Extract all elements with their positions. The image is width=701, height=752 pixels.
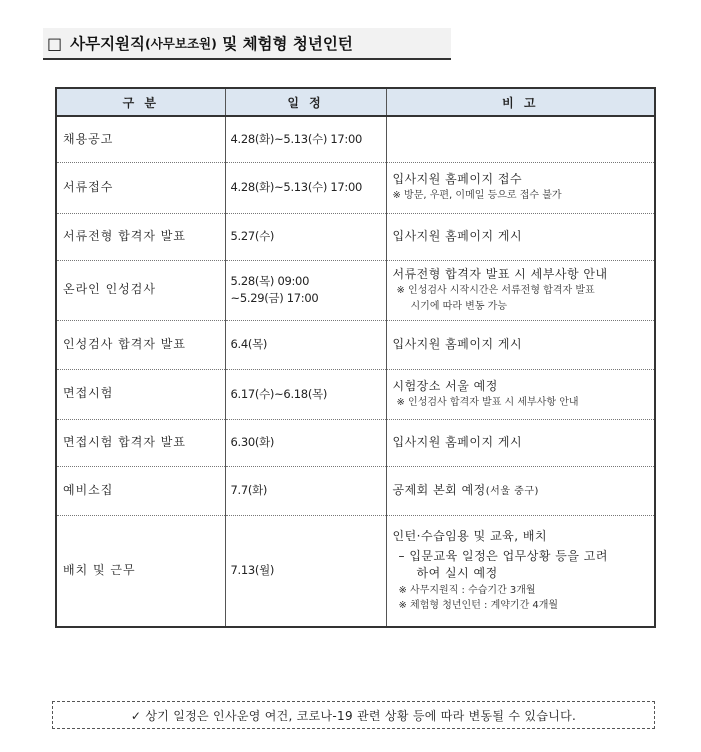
date-line: 6.17(수)~6.18(목) [230,386,328,401]
row-date [225,369,386,419]
row-date [225,213,386,260]
row-label: 배치 및 근무 [56,515,225,627]
date-line: 7.13(월) [230,563,275,578]
section-heading [43,28,451,60]
note-sub: ※ 인성검사 시작시간은 서류전형 합격자 발표 [396,285,595,297]
date-line: 4.28(화)~5.13(수) 17:00 [230,131,363,146]
table-row [56,320,655,369]
header-schedule: 일 정 [225,88,386,116]
checkbox-square-icon: □ [47,33,63,53]
heading-title-rest: 및 체험형 청년인턴 [216,35,353,53]
row-note [386,466,655,515]
row-note [386,320,655,369]
row-date [225,515,386,627]
table-row [56,162,655,213]
footer-notice [52,701,655,729]
date-line: 6.4(목) [230,337,268,352]
heading-paren: (사무보조원) [145,36,217,51]
row-note [386,369,655,419]
note-main [393,482,649,500]
table-row [56,260,655,320]
table-row [56,116,655,162]
row-date [225,320,386,369]
table-row [56,369,655,419]
row-note [386,260,655,320]
row-label: 서류접수 [56,162,225,213]
note-sub: ※ 사무지원직 : 수습기간 3개월 [398,584,536,596]
row-label: 온라인 인성검사 [56,260,225,320]
row-label: 서류전형 합격자 발표 [56,213,225,260]
table-row [56,213,655,260]
schedule-table [55,87,656,628]
table-header-row [56,88,655,116]
note-main: 입사지원 홈페이지 접수 [392,172,523,187]
footer-text: ✓ 상기 일정은 인사운영 여건, 코로나-19 관련 상황 등에 따라 변동될 수 있습니다. [130,708,577,723]
note-main: 시험장소 서울 예정 [392,378,498,393]
heading-title: 사무지원직 [70,35,145,53]
date-line: 4.28(화)~5.13(수) 17:00 [230,180,363,195]
note-dash: – 입문교육 일정은 업무상황 등을 고려 [398,549,608,564]
row-label: 인성검사 합격자 발표 [56,320,225,369]
row-label: 면접시험 [56,369,225,419]
row-label: 채용공고 [56,116,225,162]
note-main: 입사지원 홈페이지 게시 [392,434,523,449]
note-sub: ※ 인성검사 합격자 발표 시 세부사항 안내 [396,396,579,408]
table-row [56,515,655,627]
row-label: 예비소집 [56,466,225,515]
table-row [56,419,655,466]
row-note [386,419,655,466]
row-date [225,419,386,466]
row-note [386,162,655,213]
table-row [56,466,655,515]
note-sub: 시기에 따라 변동 가능 [410,300,507,312]
date-line: ~5.29(금) 17:00 [230,291,319,305]
note-main: 입사지원 홈페이지 게시 [392,228,523,243]
date-line: 5.27(수) [230,229,275,244]
date-line: 5.28(목) 09:00 [230,274,310,289]
date-line: 6.30(화) [230,435,275,450]
note-sub: ※ 방문, 우편, 이메일 등으로 접수 불가 [392,190,562,202]
header-remarks: 비 고 [386,88,655,116]
row-date [225,116,386,162]
note-main: 인턴·수습임용 및 교육, 배치 [392,528,548,543]
note-paren: (서울 중구) [485,485,539,497]
note-main: 입사지원 홈페이지 게시 [392,336,523,351]
date-line: 7.7(화) [230,483,268,498]
row-date [225,162,386,213]
note-main: 서류전형 합격자 발표 시 세부사항 안내 [392,266,608,281]
row-label: 면접시험 합격자 발표 [56,419,225,466]
row-date [225,260,386,320]
note-dash: 하여 실시 예정 [416,566,498,581]
header-category: 구 분 [56,88,225,116]
row-date [225,466,386,515]
note-main-text: 공제회 본회 예정 [392,482,486,497]
note-sub: ※ 체험형 청년인턴 : 계약기간 4개월 [398,600,559,612]
row-note [386,515,655,627]
row-note [386,116,655,162]
row-note [386,213,655,260]
